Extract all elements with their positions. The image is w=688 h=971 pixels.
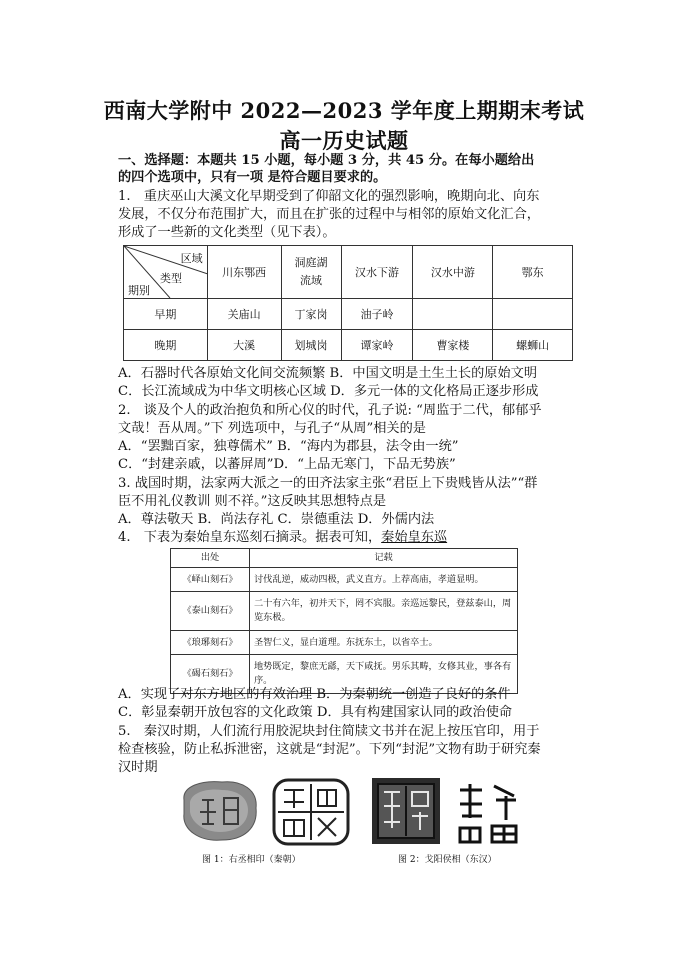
question-1-text: 1. 重庆巫山大溪文化早期受到了仰韶文化的强烈影响，晚期向北、向东 (118, 189, 540, 204)
table-cell-record: 地势既定，黎庶无繇，天下咸抚。男乐其畴，女修其业，事各有序。 (250, 655, 518, 694)
question-3-text: 3. 战国时期，法家两大派之一的田齐法家主张“君臣上下贵贱皆从法”“群 (118, 476, 538, 491)
question-2-text: 2. 谈及个人的政治抱负和所心仪的时代，孔子说: “周监于二代，郁郁乎 (118, 403, 542, 418)
clay-seal-image (178, 778, 260, 844)
exam-subtitle: 高一历史试题 (279, 128, 409, 153)
table-header-cell: 鄂东 (493, 246, 573, 299)
table-cell: 关庙山 (207, 299, 281, 330)
question-1-options: A．石器时代各原始文化间交流频繁 B．中国文明是土生土长的原始文明 (118, 366, 538, 381)
table-cell-record: 圣智仁义，显白道理。东抚东土，以省卒士。 (250, 631, 518, 655)
table-header-cell: 汉水中游 (413, 246, 493, 299)
table-row (124, 299, 573, 330)
table-corner-cell (124, 246, 208, 299)
table-cell-period: 早期 (124, 299, 208, 330)
table-cell: 丁家岗 (281, 299, 341, 330)
corner-label-type: 类型 (160, 272, 182, 285)
table-header-cell: 川东鄂西 (207, 246, 281, 299)
table-cell: 大溪 (207, 330, 281, 361)
table-row (171, 631, 518, 655)
table-cell-period: 晚期 (124, 330, 208, 361)
figure-1-caption: 图 1：右丞相印（秦朝） (202, 855, 301, 865)
clay-seal-image (370, 776, 442, 846)
table-cell-source: 《峄山刻石》 (171, 568, 250, 592)
seal-imprint-image (452, 776, 524, 848)
question-4-text (118, 529, 578, 546)
question-1-text: 形成了一些新的文化类型（见下表）。 (118, 225, 336, 240)
question-4-options: C．彰显秦朝开放包容的文化政策 D．具有构建国家认同的政治使命 (118, 705, 513, 720)
seal-imprint-image (270, 776, 352, 848)
inscription-table (170, 548, 518, 694)
table-header-cell: 洞庭湖 流域 (281, 246, 341, 299)
question-4-options: A．实现了对东方地区的有效治理 B．为秦朝统一创造了良好的条件 (118, 687, 511, 702)
table-cell-source: 《碣石刻石》 (171, 655, 250, 694)
question-3-text: 臣不用礼仪教训 则不祥。”这反映其思想特点是 (118, 494, 387, 509)
table-row (171, 592, 518, 631)
table-cell-source: 《泰山刻石》 (171, 592, 250, 631)
table-row (124, 330, 573, 361)
culture-type-table (123, 245, 573, 361)
table-cell-source: 《琅琊刻石》 (171, 631, 250, 655)
table-cell: 油子岭 (341, 299, 413, 330)
table-cell: 划城岗 (281, 330, 341, 361)
question-4-stem-underlined: 秦始皇东巡 (381, 530, 448, 545)
question-4-stem: 4. 下表为秦始皇东巡刻石摘录。据表可知， (118, 530, 382, 545)
question-5-text: 汉时期 (118, 760, 158, 775)
table-header-cell: 记载 (250, 549, 518, 568)
table-cell-record: 讨伐乱逆，威动四极，武义直方。上荐高庙，孝道显明。 (250, 568, 518, 592)
question-1-text: 发展，不仅分布范围扩大，而且在扩张的过程中与相邻的原始文化汇合， (118, 207, 540, 222)
question-5-text: 检查核验，防止私拆泄密，这就是“封泥”。下列“封泥”文物有助于研究秦 (118, 742, 541, 757)
question-2-options: C．“封建亲戚，以蕃屏周”D．“上品无寒门，下品无势族” (118, 457, 456, 472)
table-row (171, 568, 518, 592)
figure-2-caption: 图 2：戈阳侯相（东汉） (398, 855, 497, 865)
corner-label-region: 区域 (180, 252, 203, 265)
table-cell (493, 299, 573, 330)
question-3-options: A．尊法敬天 B．尚法存礼 C．崇德重法 D．外儒内法 (118, 512, 435, 527)
table-header-cell: 汉水下游 (341, 246, 413, 299)
table-cell: 谭家岭 (341, 330, 413, 361)
question-5-text: 5. 秦汉时期，人们流行用胶泥块封住简牍文书并在泥上按压官印，用于 (118, 724, 540, 739)
table-cell (413, 299, 493, 330)
table-cell: 螺蛳山 (493, 330, 573, 361)
table-cell-record: 二十有六年，初并天下，罔不宾服。亲巡远黎民，登兹泰山，周览东极。 (250, 592, 518, 631)
corner-label-period: 期别 (128, 284, 150, 297)
question-2-text: 文哉！吾从周。”下 列选项中，与孔子“从周”相关的是 (118, 421, 426, 436)
table-header-cell: 出处 (171, 549, 250, 568)
section-instruction: 一、选择题：本题共 15 小题，每小题 3 分，共 45 分。在每小题给出 (118, 153, 535, 168)
table-cell: 曹家楼 (413, 330, 493, 361)
section-instruction: 的四个选项中，只有一项 是符合题目要求的。 (118, 170, 387, 185)
question-1-options: C．长江流域成为中华文明核心区域 D．多元一体的文化格局正逐步形成 (118, 384, 539, 399)
question-2-options: A．“罢黜百家，独尊儒术” B．“海内为郡县，法令由一统” (118, 439, 459, 454)
exam-title: 西南大学附中 2022—2023 学年度上期期末考试 (103, 98, 585, 123)
